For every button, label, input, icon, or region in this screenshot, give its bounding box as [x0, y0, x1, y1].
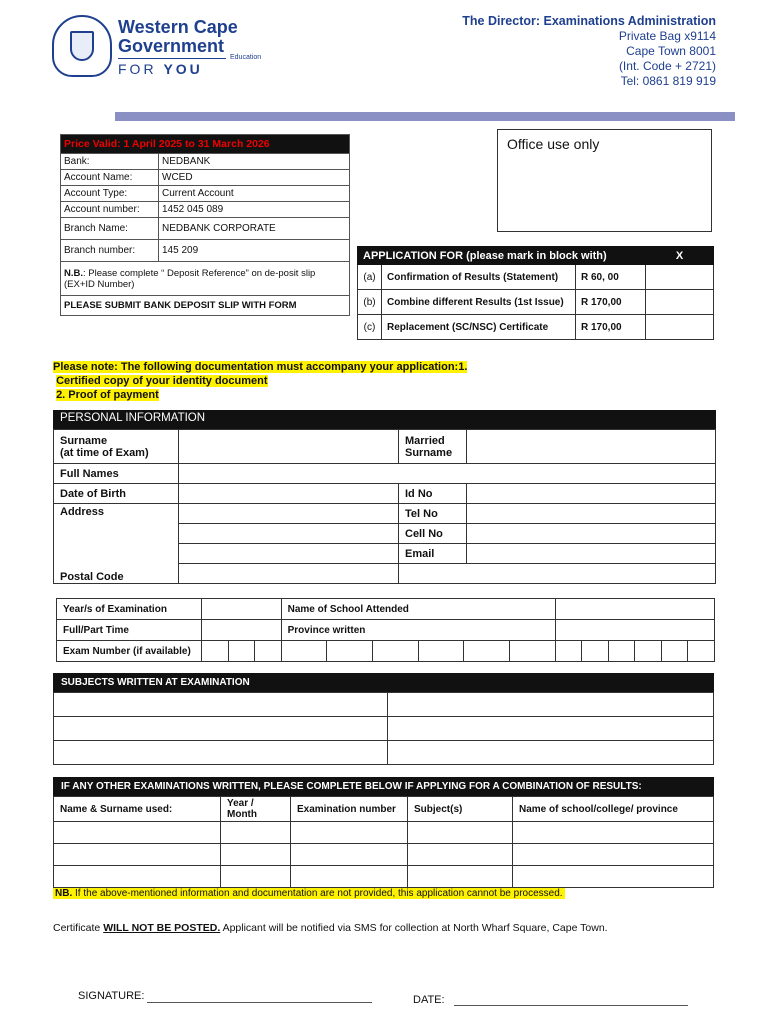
address-field[interactable] [179, 544, 399, 564]
other-cell[interactable] [408, 866, 513, 888]
tel-label: Tel No [399, 504, 467, 524]
other-cell[interactable] [513, 844, 714, 866]
school-field[interactable] [555, 599, 714, 620]
years-field[interactable] [202, 599, 282, 620]
col-header: Name & Surname used: [54, 797, 221, 822]
mark-column: X [646, 247, 714, 265]
department-label: Education [230, 54, 262, 61]
address-line: Private Bag x9114 [618, 29, 716, 43]
exam-number-digit[interactable] [418, 641, 464, 662]
bank-label: Bank: [61, 154, 159, 170]
option-mark-box[interactable] [646, 265, 714, 290]
option-letter: (c) [358, 315, 382, 340]
bank-details-table [60, 134, 350, 316]
subject-cell[interactable] [388, 693, 714, 717]
subject-cell[interactable] [388, 717, 714, 741]
col-header: Examination number [291, 797, 408, 822]
subjects-table [53, 692, 714, 765]
exam-number-digit[interactable] [464, 641, 510, 662]
deposit-note: N.B.: Please complete “ Deposit Reference” on de-posit slip (EX+ID Number) [61, 262, 350, 296]
other-cell[interactable] [221, 844, 291, 866]
address-label: Address Postal Code [54, 504, 179, 584]
submit-slip-note: PLEASE SUBMIT BANK DEPOSIT SLIP WITH FORM [61, 296, 350, 316]
other-cell[interactable] [408, 844, 513, 866]
address-field[interactable] [179, 524, 399, 544]
exam-number-digit[interactable] [635, 641, 662, 662]
price-valid: Price Valid: 1 April 2025 to 31 March 2026 [61, 135, 350, 154]
exam-number-digit[interactable] [661, 641, 688, 662]
id-no-field[interactable] [467, 484, 716, 504]
office-use-box: Office use only [497, 129, 712, 232]
subject-cell[interactable] [54, 693, 388, 717]
header-band [115, 112, 735, 121]
org-name-line1: Western Cape [118, 17, 238, 37]
bank-value: NEDBANK [159, 154, 350, 170]
bank-value: Current Account [159, 186, 350, 202]
subjects-header: SUBJECTS WRITTEN AT EXAMINATION [53, 673, 714, 692]
address-block [462, 14, 716, 89]
personal-info-table [53, 429, 716, 584]
surname-field[interactable] [179, 430, 399, 464]
exam-number-digit[interactable] [228, 641, 255, 662]
logo-rule [118, 58, 226, 59]
signature-label: SIGNATURE: [78, 990, 145, 1002]
date-label: DATE: [413, 994, 445, 1006]
dob-field[interactable] [179, 484, 399, 504]
notice-line: Please note: The following documentation must accompany your application:1. [53, 361, 468, 373]
married-surname-label: Married Surname [399, 430, 467, 464]
exam-number-digit[interactable] [509, 641, 555, 662]
subject-cell[interactable] [388, 741, 714, 765]
exam-number-digit[interactable] [555, 641, 582, 662]
exam-number-label: Exam Number (if available) [57, 641, 202, 662]
signature-line[interactable] [147, 1002, 372, 1003]
option-letter: (a) [358, 265, 382, 290]
married-surname-field[interactable] [467, 430, 716, 464]
application-table [357, 246, 714, 340]
col-header: Year / Month [221, 797, 291, 822]
wcg-logo [52, 15, 112, 77]
exam-number-digit[interactable] [372, 641, 418, 662]
postal-code-label: Postal Code [60, 571, 124, 583]
cell-label: Cell No [399, 524, 467, 544]
notice-line: 2. Proof of payment [56, 389, 159, 401]
bank-value: NEDBANK CORPORATE [159, 218, 350, 240]
col-header: Subject(s) [408, 797, 513, 822]
certificate-notice: Certificate WILL NOT BE POSTED. Applicant will be notified via SMS for collection at North Wharf Square, Cape Town. [53, 922, 608, 934]
bank-value: 145 209 [159, 240, 350, 262]
other-cell[interactable] [408, 822, 513, 844]
exam-number-digit[interactable] [688, 641, 715, 662]
org-name-line2: Government [118, 36, 225, 56]
other-cell[interactable] [54, 844, 221, 866]
other-cell[interactable] [513, 822, 714, 844]
tagline: FOR YOU [118, 61, 203, 77]
other-cell[interactable] [291, 866, 408, 888]
personal-info-header: PERSONAL INFORMATION [53, 410, 716, 429]
surname-label: Surname (at time of Exam) [54, 430, 179, 464]
postal-code-field[interactable] [399, 564, 716, 584]
address-line: Tel: 0861 819 919 [620, 74, 716, 88]
address-line: Cape Town 8001 [626, 44, 716, 58]
application-title: APPLICATION FOR (please mark in block with) [358, 247, 646, 265]
other-cell[interactable] [221, 822, 291, 844]
exam-number-digit[interactable] [281, 641, 327, 662]
other-exams-header: IF ANY OTHER EXAMINATIONS WRITTEN, PLEASE COMPLETE BELOW IF APPLYING FOR A COMBINATION OF RESULTS: [53, 777, 714, 796]
exam-details-table [56, 598, 715, 662]
fulltime-label: Full/Part Time [57, 620, 202, 641]
fulltime-field[interactable] [202, 620, 282, 641]
documentation-notice [53, 360, 467, 402]
postal-code-field[interactable] [179, 564, 399, 584]
other-cell[interactable] [54, 866, 221, 888]
bank-label: Account Type: [61, 186, 159, 202]
tel-field[interactable] [467, 504, 716, 524]
option-price: R 60, 00 [576, 265, 646, 290]
exam-number-digit[interactable] [608, 641, 635, 662]
option-price: R 170,00 [576, 290, 646, 315]
years-label: Year/s of Examination [57, 599, 202, 620]
bank-value: 1452 045 089 [159, 202, 350, 218]
other-exams-table [53, 796, 714, 888]
bank-value: WCED [159, 170, 350, 186]
notice-line: Certified copy of your identity document [56, 375, 268, 387]
other-cell[interactable] [291, 844, 408, 866]
option-letter: (b) [358, 290, 382, 315]
other-cell[interactable] [291, 822, 408, 844]
dob-label: Date of Birth [54, 484, 179, 504]
date-line[interactable] [454, 1005, 688, 1006]
cell-field[interactable] [467, 524, 716, 544]
other-cell[interactable] [54, 822, 221, 844]
other-cell[interactable] [513, 866, 714, 888]
address-field[interactable] [179, 504, 399, 524]
coat-of-arms-icon [70, 31, 94, 61]
col-header: Name of school/college/ province [513, 797, 714, 822]
subject-cell[interactable] [54, 741, 388, 765]
address-title: The Director: Examinations Administration [462, 14, 716, 28]
exam-number-digit[interactable] [582, 641, 609, 662]
full-names-label: Full Names [54, 464, 179, 484]
bank-label: Branch Name: [61, 218, 159, 240]
option-label: Replacement (SC/NSC) Certificate [382, 315, 576, 340]
option-mark-box[interactable] [646, 315, 714, 340]
exam-number-digit[interactable] [202, 641, 229, 662]
school-label: Name of School Attended [281, 599, 555, 620]
email-label: Email [399, 544, 467, 564]
province-field[interactable] [555, 620, 714, 641]
nb-notice: NB. If the above-mentioned information and documentation are not provided, this application cannot be processed. [55, 888, 563, 899]
full-names-field[interactable] [179, 464, 716, 484]
bank-label: Branch number: [61, 240, 159, 262]
address-line: (Int. Code + 2721) [618, 59, 716, 73]
subject-cell[interactable] [54, 717, 388, 741]
option-price: R 170,00 [576, 315, 646, 340]
bank-label: Account number: [61, 202, 159, 218]
other-cell[interactable] [221, 866, 291, 888]
exam-number-digit[interactable] [255, 641, 282, 662]
email-field[interactable] [467, 544, 716, 564]
option-label: Confirmation of Results (Statement) [382, 265, 576, 290]
id-no-label: Id No [399, 484, 467, 504]
province-label: Province written [281, 620, 555, 641]
bank-label: Account Name: [61, 170, 159, 186]
exam-number-digit[interactable] [327, 641, 373, 662]
option-mark-box[interactable] [646, 290, 714, 315]
option-label: Combine different Results (1st Issue) [382, 290, 576, 315]
